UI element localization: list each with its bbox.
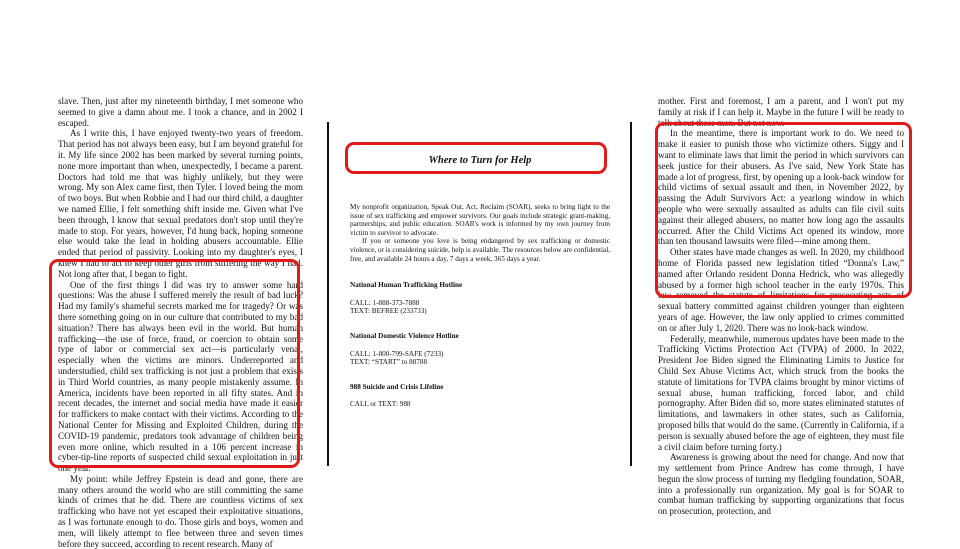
highlight-box-right (655, 122, 912, 298)
hotline-name: 988 Suicide and Crisis Lifeline (350, 382, 444, 391)
hotline-name: National Human Trafficking Hotline (350, 281, 463, 290)
paragraph: Awareness is growing about the need for change. And now that my settlement from Prince Andrew has come through, I have begun the slow process of turning my fledgling foundation, SOAR, into a professionally run organization. My goal is for SOAR to combat human trafficking by supporting organizations that focus on prosecution, protection, and (658, 452, 904, 517)
paragraph: Other states have made changes as well. In 2020, my childhood home of Florida passed new legislation titled “Donna's Law,” named after Orlando resident Donna Hedrick, who was allegedly abused by a former high school teacher in the early 1970s. This law removed the statute of limitations for prosecuting acts of sexual battery committed against children younger than eighteen years of age. However, the law only applied to crimes committed on or after July 1, 2020. There was no look-back window. (658, 247, 904, 333)
hotline-text: TEXT: “START” to 88788 (350, 358, 428, 367)
paragraph: slave. Then, just after my nineteenth birthday, I met someone who seemed to give a damn about me. I took a chance, and in 2002 I escaped. (58, 96, 303, 128)
hotline-text: TEXT: BEFREE (233733) (350, 307, 427, 316)
page-divider-left (327, 122, 329, 466)
paragraph: In the meantime, there is important work to do. We need to make it easier to punish those who victimize others. Siggy and I want to eliminate laws that limit the period in which survivors can seek justice for their abusers. As I've said, New York State has made a lot of progress, first, by opening up a look-back window for child victims of sexual assault and then, in November 2022, by passing the Adult Survivors Act: a yearlong window in which people who were sexually assaulted as adults can file civil suits against their alleged abusers, no matter how long ago the assaults occurred. After the Child Victims Act opened its window, more than ten thousand lawsuits were filed—mine among them. (658, 128, 904, 247)
page-title: Where to Turn for Help (428, 155, 532, 166)
hotline-name: National Domestic Violence Hotline (350, 331, 459, 340)
hotline-block (350, 332, 610, 367)
middle-page-text (350, 203, 610, 409)
paragraph: Federally, meanwhile, numerous updates have been made to the Trafficking Victims Protection Act (TVPA) of 2000. In 2022, President Joe Biden signed the Eliminating Limits to Justice for Child Sex Abuse Victims Act, which struck from the books the statute of limitations for TVPA claims brought by minor victims of sexual abuse, human trafficking, forced labor, and child pornography. After Biden did so, more states eliminated statutes of limitations, and lawmakers in other states, such as California, proposed bills that would do the same. (Currently in California, if a person is sexually abused before the age of eighteen, they must file a civil claim before turning forty.) (658, 333, 904, 452)
paragraph: My nonprofit organization, Speak Out, Act, Reclaim (SOAR), seeks to bring light to the issue of sex trafficking and empower survivors. Our goals include strategic grant-making, partnerships, and public education. SOAR's work is informed by my own journey from victim to survivor to advocate. (350, 203, 610, 237)
paragraph: One of the first things I did was try to answer some hard questions: Was the abuse I suffered merely the result of bad luck? Had my family's shameful secrets marked me for tragedy? Or was there something going on in our culture that contributed to my bad situation? There has always been evil in the world. But human trafficking—the use of force, fraud, or coercion to obtain some type of labor or commercial sex act—is particularly venal, especially when the victims are minors. Underreported and understudied, child sex trafficking is not just a problem that exists in Third World countries, as many people mistakenly assume. In America, incidents have been reported in all fifty states. And in recent decades, the internet and social media have made it easier for traffickers to make contact with their victims. According to the National Center for Missing and Exploited Children, during the COVID-19 pandemic, predators took advantage of children being even more online, which resulted in a 106 percent increase in cyber-tip-line reports of suspected child sexual exploitation in just one year. (58, 279, 303, 474)
paragraph: If you or someone you love is being endangered by sex trafficking or domestic violence, or is considering suicide, help is available. The resources below are confidential, free, and available 24 hours a day, 7 days a week, 365 days a year. (350, 237, 610, 263)
highlight-box-title (345, 142, 607, 174)
highlight-box-left (49, 259, 300, 468)
middle-page (330, 0, 630, 540)
hotline-call: CALL: 1-800-799-SAFE (7233) (350, 349, 444, 358)
paragraph: mother. First and foremost, I am a parent, and I won't put my family at risk if I can help it. Maybe in the future I will be ready to talk about these men. But not now. (658, 96, 904, 128)
hotline-block (350, 281, 610, 316)
hotline-call: CALL: 1-888-373-7888 (350, 298, 420, 307)
hotline-call: CALL or TEXT: 988 (350, 400, 411, 409)
paragraph: My point: while Jeffrey Epstein is dead and gone, there are many others around the world who are still committing the same kinds of crimes that he did. There are countless victims of sex trafficking who have not yet escaped their exploitative situations, as I was fortunate enough to do. Those girls and boys, women and men, will likely attempt to flee between three and seven times before they succeed, according to recent research. Many of (58, 473, 303, 549)
paragraph: As I write this, I have enjoyed twenty-two years of freedom. That period has not always been easy, but I am beyond grateful for it. My life since 2002 has been marked by several turning points, none more important than when, unexpectedly, I became a parent. Doctors had told me that was highly unlikely, but they were wrong. My son Alex came first, then Tyler. I loved being the mom of two boys. But when Robbie and I had our third child, a daughter we named Ellie, I felt something shift inside me. Given what I've been through, I know that sexual predators don't stop until they're made to stop. For years, however, I'd hung back, hoping someone else would take the lead in holding abusers accountable. Ellie ended that period of passivity. Looking into my daughter's eyes, I knew I had to act to keep other girls from suffering the way I had. Not long after that, I began to fight. (58, 128, 303, 279)
hotline-block (350, 383, 610, 409)
page-divider-right (630, 122, 632, 466)
